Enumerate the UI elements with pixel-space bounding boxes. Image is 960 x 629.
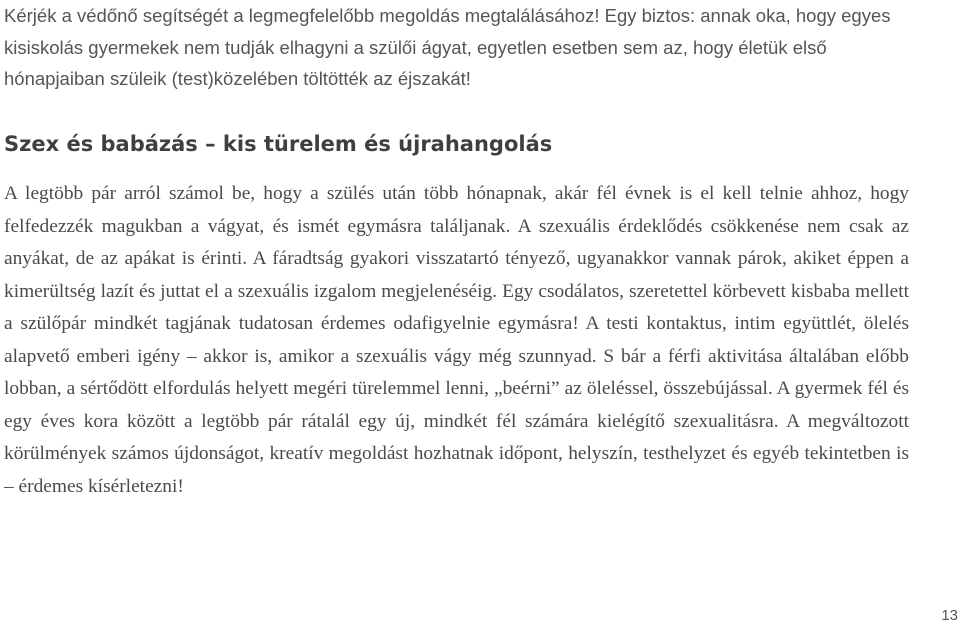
page-number: 13: [941, 607, 958, 624]
body-paragraph: A legtöbb pár arról számol be, hogy a szülés után több hónapnak, akár fél évnek is el kell telnie ahhoz, hogy felfedezzék magukban a vágyat, és ismét egymásra találjanak. A szexuális érdeklődés csökkenése nem csak az anyákat, de az apákat is érinti. A fáradtság gyakori visszatartó tényező, ugyanakkor vannak párok, akiket éppen a kimerültség lazít és juttat el a szexuális izgalom megjelenéséig. Egy csodálatos, szeretettel körbevett kisbaba mellett a szülőpár mindkét tagjának tudatosan érdemes odafigyelnie egymásra! A testi kontaktus, intim együttlét, ölelés alapvető emberi igény – akkor is, amikor a szexuális vágy még szunnyad. S bár a férfi aktivitása általában előbb lobban, a sértődött elfordulás helyett megéri türelemmel lenni, „beérni” az öleléssel, összebújással. A gyermek fél és egy éves kora között a legtöbb pár rátalál egy új, mindkét fél számára kielégítő szexualitásra. A megváltozott körülmények számos újdonságot, kreatív megoldást hozhatnak időpont, helyszín, testhelyzet és egyéb tekintetben is – érdemes kísérletezni!: [4, 183, 909, 497]
intro-paragraph: Kérjék a védőnő segítségét a legmegfelelőbb megoldás megtalálásához! Egy biztos: annak oka, hogy egyes kisiskolás gyermekek nem tudják elhagyni a szülői ágyat, egyetlen esetben sem az, hogy életük első hónapjaiban szüleik (test)közelében töltötték az éjszakát!: [4, 5, 891, 89]
section-heading: Szex és babázás – kis türelem és újrahangolás: [4, 132, 553, 156]
